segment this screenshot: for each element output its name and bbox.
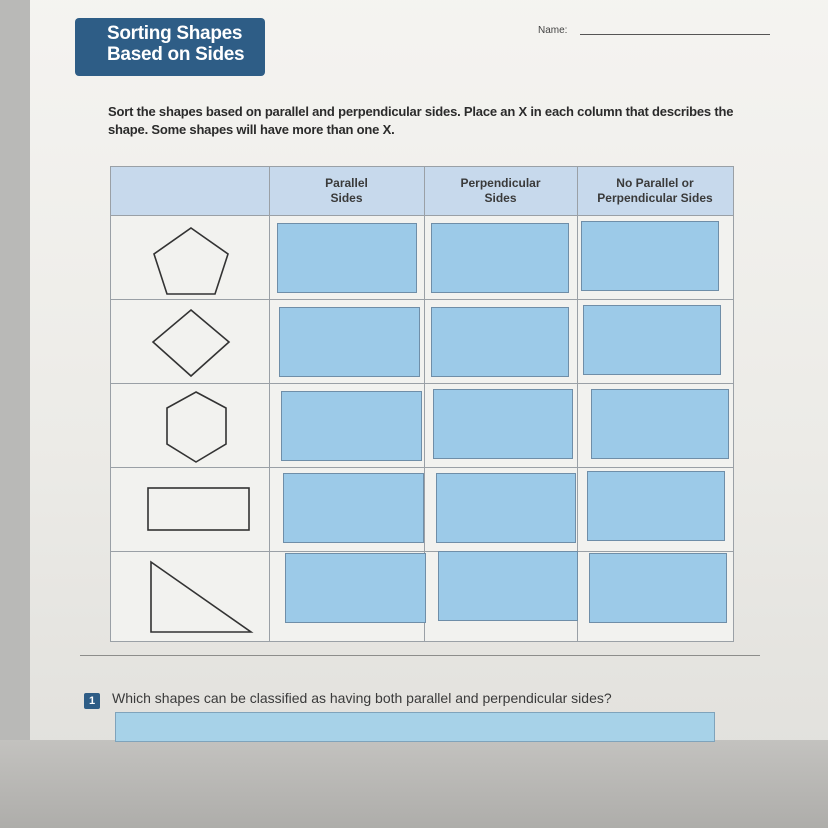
header-no-parallel-or-perpendicular: No Parallel or Perpendicular Sides bbox=[597, 176, 713, 205]
name-field[interactable] bbox=[580, 34, 770, 35]
question-answer-box[interactable] bbox=[115, 712, 715, 742]
question-text: Which shapes can be classified as having both parallel and perpendicular sides? bbox=[112, 690, 612, 706]
column-divider bbox=[269, 167, 270, 641]
sorting-table bbox=[110, 166, 734, 642]
answer-box-rhombus-neither[interactable] bbox=[583, 305, 721, 375]
answer-box-rectangle-neither[interactable] bbox=[587, 471, 725, 541]
header-parallel-sides: Parallel Sides bbox=[325, 176, 368, 205]
title-line-2: Based on Sides bbox=[107, 44, 245, 65]
answer-box-pentagon-perpendicular[interactable] bbox=[431, 223, 569, 293]
answer-box-triangle-parallel[interactable] bbox=[285, 553, 426, 623]
answer-box-hexagon-neither[interactable] bbox=[591, 389, 729, 459]
table-row bbox=[111, 216, 269, 299]
answer-box-rhombus-perpendicular[interactable] bbox=[431, 307, 569, 377]
header-perpendicular-sides: Perpendicular Sides bbox=[460, 176, 541, 205]
rhombus-icon bbox=[111, 300, 269, 383]
divider-line bbox=[80, 655, 760, 656]
instructions: Sort the shapes based on parallel and perpendicular sides. Place an X in each column that describes the shape. Some shapes will have more than one X. bbox=[108, 104, 734, 137]
answer-box-hexagon-parallel[interactable] bbox=[281, 391, 422, 461]
pentagon-icon bbox=[111, 216, 269, 299]
table-row bbox=[111, 384, 269, 467]
header-shape-column bbox=[111, 171, 269, 211]
answer-box-triangle-perpendicular[interactable] bbox=[438, 551, 578, 621]
answer-box-rectangle-parallel[interactable] bbox=[283, 473, 424, 543]
answer-box-pentagon-parallel[interactable] bbox=[277, 223, 417, 293]
table-header-row bbox=[111, 167, 733, 216]
answer-box-pentagon-neither[interactable] bbox=[581, 221, 719, 291]
answer-box-rhombus-parallel[interactable] bbox=[279, 307, 420, 377]
answer-box-triangle-neither[interactable] bbox=[589, 553, 727, 623]
right-triangle-icon bbox=[111, 552, 269, 641]
rectangle-icon bbox=[111, 468, 269, 551]
question-number-badge: 1 bbox=[84, 693, 100, 709]
title-line-1: Sorting Shapes bbox=[107, 23, 243, 44]
page-shadow bbox=[0, 740, 828, 828]
name-label: Name: bbox=[538, 25, 568, 36]
answer-box-hexagon-perpendicular[interactable] bbox=[433, 389, 573, 459]
table-row bbox=[111, 552, 269, 641]
table-row bbox=[111, 468, 269, 551]
worksheet-title bbox=[75, 18, 265, 76]
table-row bbox=[111, 300, 269, 383]
hexagon-icon bbox=[111, 384, 269, 467]
answer-box-rectangle-perpendicular[interactable] bbox=[436, 473, 576, 543]
